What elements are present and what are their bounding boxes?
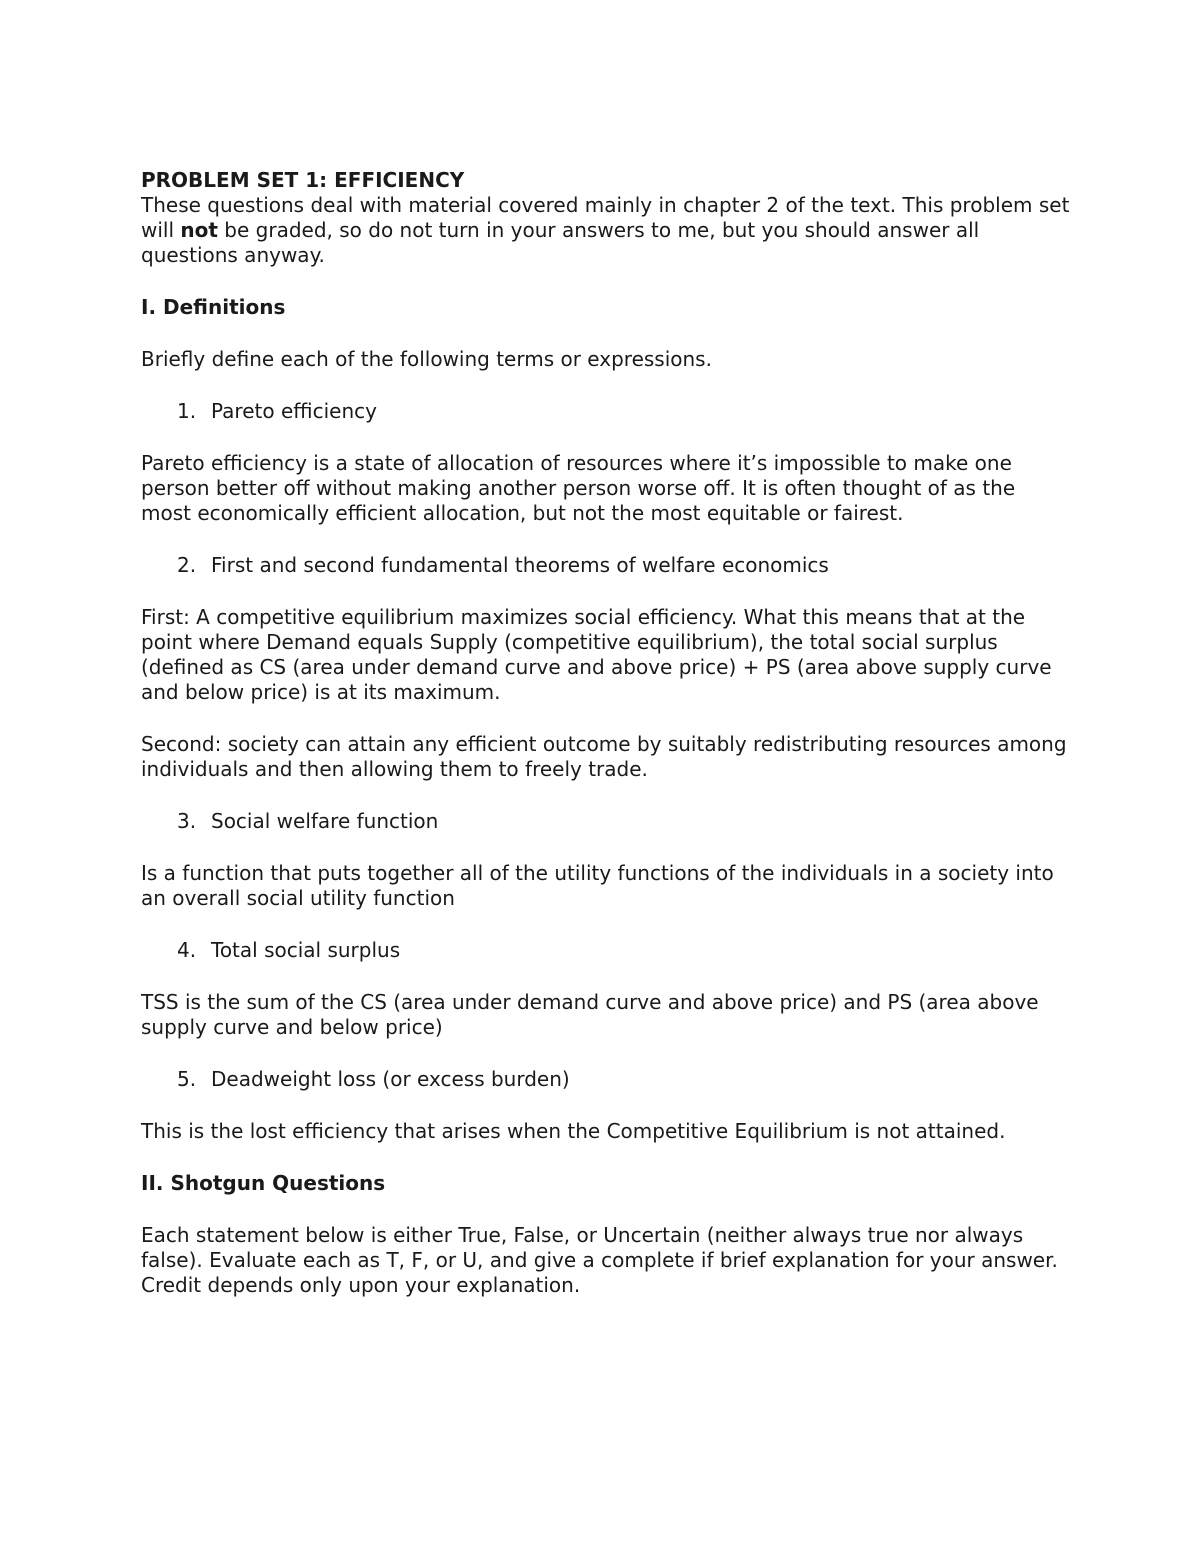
item-number: 4. (177, 938, 197, 962)
shotgun-instruction: Each statement below is either True, False, or Uncertain (neither always true nor always false). Evaluate each as T, F, or U, and give a complete if brief explanation for your answer. Credit depends only upon your explanation. (141, 1223, 1058, 1297)
answer-paragraph: This is the lost efficiency that arises when the Competitive Equilibrium is not attained. (141, 1119, 1006, 1143)
document-title: PROBLEM SET 1: EFFICIENCY (141, 168, 465, 192)
intro-text-2: be graded, so do not turn in your answers to me, but you should answer all questions anyway. (141, 218, 980, 267)
intro-paragraph (141, 193, 1071, 268)
definition-item-4 (177, 938, 1071, 963)
definition-item-2 (177, 553, 1071, 578)
answer-paragraph: First: A competitive equilibrium maximizes social efficiency. What this means that at the point where Demand equals Supply (competitive equilibrium), the total social surplus (defined as CS (area under demand curve and above price) + PS (area above supply curve and below price) is at its maximum. (141, 605, 1052, 704)
item-term: Social welfare function (211, 809, 439, 833)
intro-text-1: These questions deal with material covered mainly in chapter 2 of the text. This problem set will (141, 193, 1070, 242)
definition-item-1 (177, 399, 1071, 424)
item-term: Pareto efficiency (211, 399, 377, 423)
item-term: First and second fundamental theorems of welfare economics (211, 553, 829, 577)
item-number: 1. (177, 399, 197, 423)
section-heading-definitions: I. Definitions (141, 295, 286, 319)
intro-bold-not: not (180, 218, 218, 242)
item-term: Deadweight loss (or excess burden) (211, 1067, 570, 1091)
answer-paragraph: Is a function that puts together all of the utility functions of the individuals in a society into an overall social utility function (141, 861, 1054, 910)
item-number: 5. (177, 1067, 197, 1091)
item-number: 2. (177, 553, 197, 577)
answer-paragraph: Second: society can attain any efficient outcome by suitably redistributing resources among individuals and then allowing them to freely trade. (141, 732, 1067, 781)
definition-item-3 (177, 809, 1071, 834)
answer-paragraph: Pareto efficiency is a state of allocation of resources where it’s impossible to make one person better off without making another person worse off. It is often thought of as the most economically efficient allocation, but not the most equitable or fairest. (141, 451, 1016, 525)
definitions-instruction: Briefly define each of the following terms or expressions. (141, 347, 712, 371)
item-number: 3. (177, 809, 197, 833)
section-heading-shotgun: II. Shotgun Questions (141, 1171, 386, 1195)
document-page (141, 168, 1071, 1298)
item-term: Total social surplus (211, 938, 401, 962)
definition-item-5 (177, 1067, 1071, 1092)
answer-paragraph: TSS is the sum of the CS (area under demand curve and above price) and PS (area above supply curve and below price) (141, 990, 1039, 1039)
